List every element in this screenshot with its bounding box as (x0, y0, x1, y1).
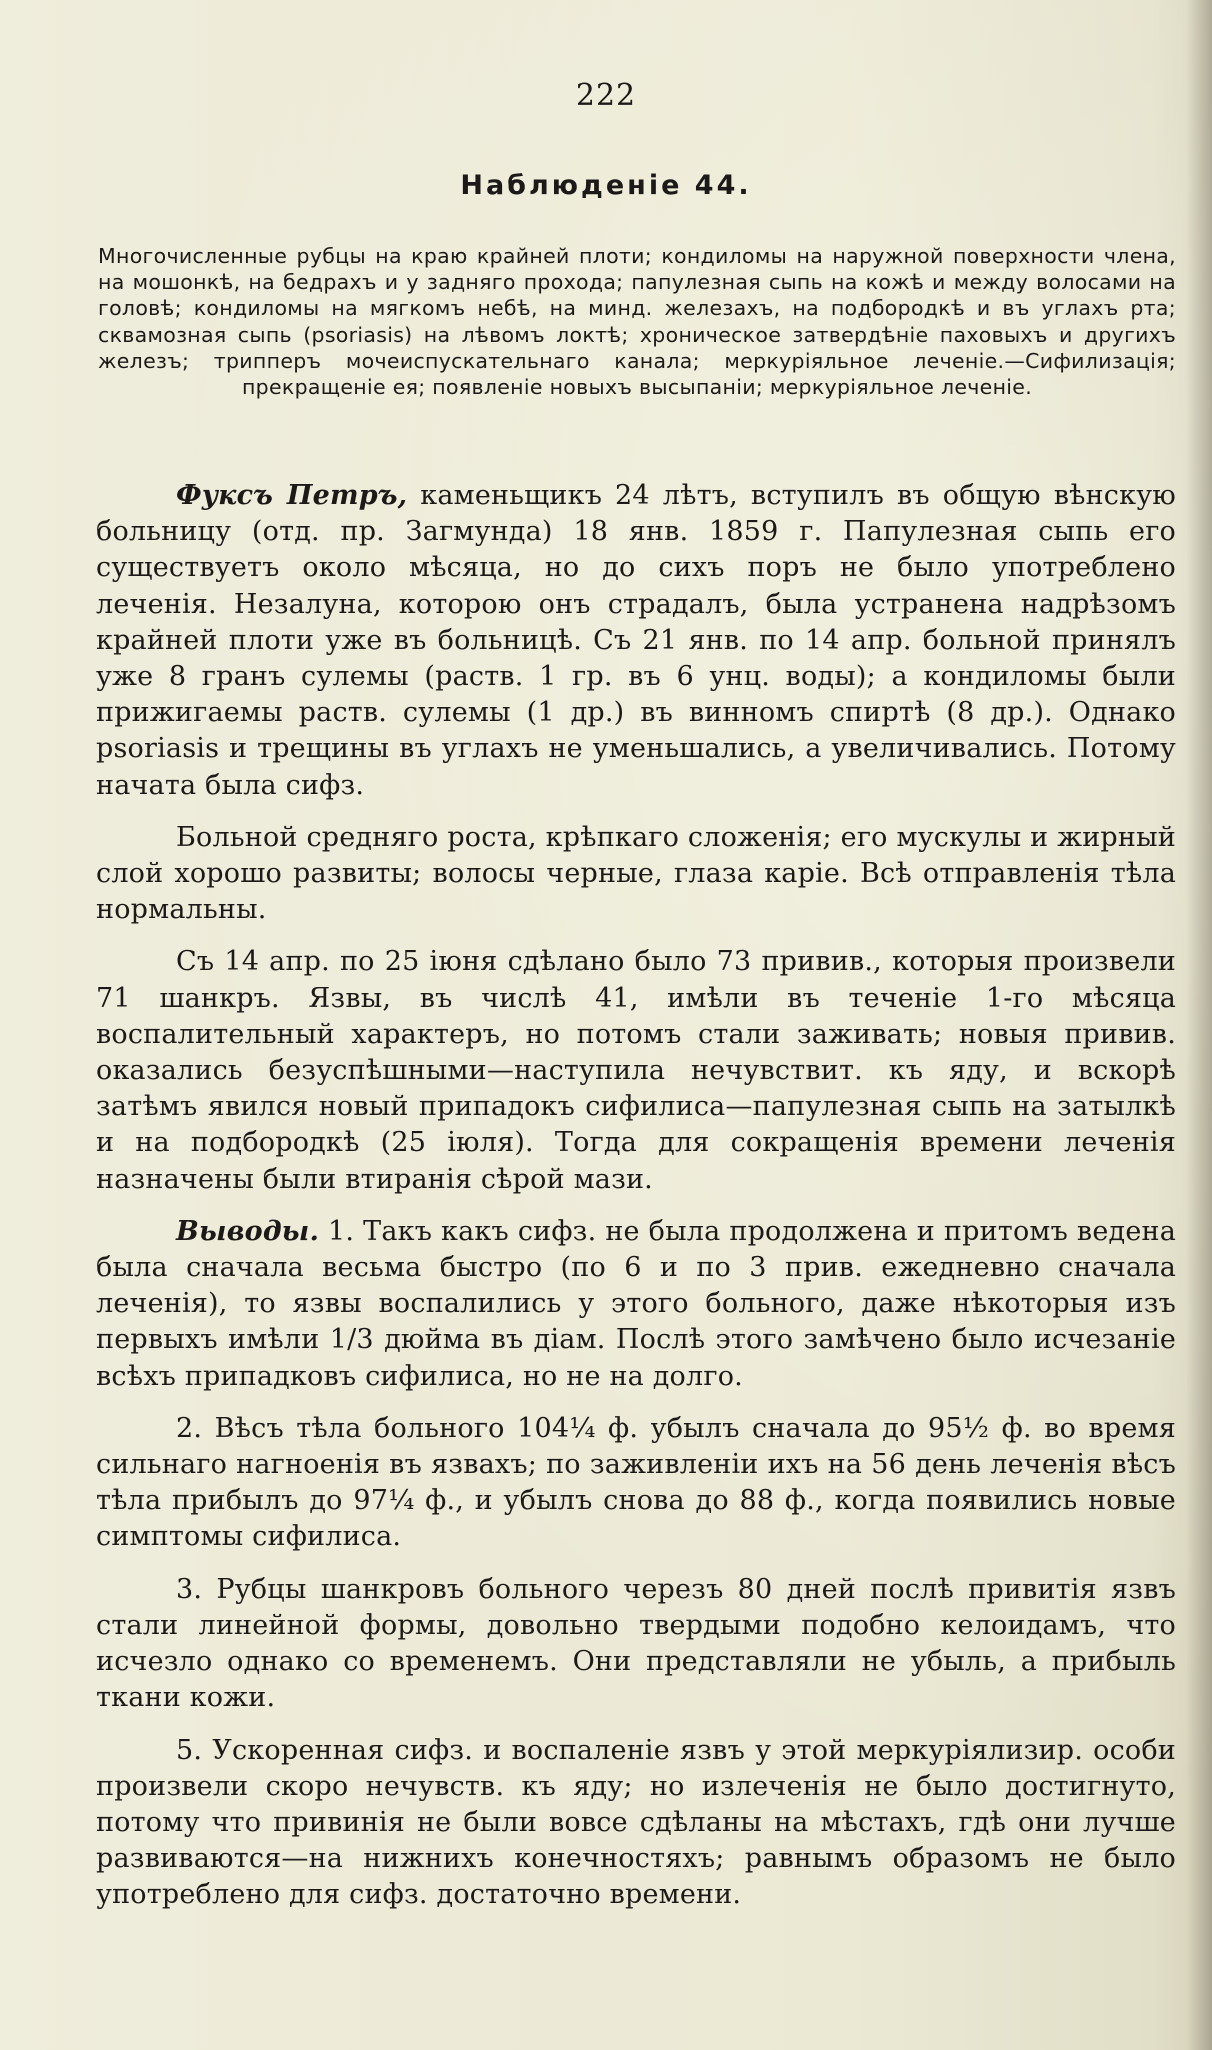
paragraph-text: Больной средняго роста, крѣпкаго сложенiя; его мускулы и жирный слой хорошо развиты; волосы черные, глаза карiе. Всѣ отправленiя тѣла нормальны. (96, 821, 1176, 926)
observation-heading: Наблюденie 44. (460, 170, 752, 201)
paragraph (96, 1214, 1176, 1395)
body-text (96, 478, 1176, 1930)
page-number: 222 (575, 78, 637, 113)
paragraph-lead: Выводы. (176, 1215, 320, 1247)
paragraph-lead: Фуксъ Петръ, (176, 480, 408, 511)
paragraph (96, 820, 1176, 929)
paragraph (96, 1411, 1176, 1556)
paragraph-text: 2. Вѣсъ тѣла больного 104¼ ф. убылъ сначала до 95½ ф. во время сильнаго нагноенiя въ язвахъ; по заживленiи ихъ на 56 день леченiя вѣсъ тѣла прибылъ до 97¼ ф., и убылъ снова до 88 ф., когда появились новые симптомы сифилиса. (96, 1412, 1176, 1553)
paragraph-text: 5. Ускоренная сифз. и воспаленie язвъ у этой меркурiялизир. особи произвели скоро нечувств. къ яду; но излеченiя не было достигнуто, потому что привинiя не были вовсе сдѣланы на мѣстахъ, гдѣ они лучше развиваются—на нижнихъ конечностяхъ; равнымъ образомъ не было употреблено для сифз. достаточно времени. (96, 1734, 1176, 1911)
paragraph (96, 1733, 1176, 1914)
paragraph-text: каменьщикъ 24 лѣтъ, вступилъ въ общую вѣнскую больницу (отд. пр. Загмунда) 18 янв. 1859 г. Папулезная сыпь его существуетъ около мѣсяца, но до сихъ поръ не было употреблено леченiя. Незалуна, которою онъ страдалъ, была устранена надрѣзомъ крайней плоти уже въ больницѣ. Съ 21 янв. по 14 апр. больной принялъ уже 8 гранъ сулемы (раств. 1 гр. въ 6 унц. воды); а кондиломы были прижигаемы раств. сулемы (1 др.) въ винномъ спиртѣ (8 др.). Однако psoriasis и трещины въ углахъ не уменьшались, а увеличивались. Потому начата была сифз. (96, 480, 1176, 801)
observation-summary: Многочисленные рубцы на краю крайней плоти; кондиломы на наружной поверхности члена, на мошонкѣ, на бедрахъ и у задняго прохода; папулезная сыпь на кожѣ и между волосами на головѣ; кондиломы на мягкомъ небѣ, на минд. железахъ, на подбородкѣ и въ углахъ рта; сквамозная сыпь (psoriasis) на лѣвомъ локтѣ; хроническое затвердѣнie паховыхъ и другихъ железъ; трипперъ мочеиспускательнаго канала; меркурiяльное леченie.—Сифилизацiя; прекращенie ея; появленie новыхъ высыпанiи; меркурiяльное леченie. (98, 244, 1176, 400)
page-edge-shadow (1186, 0, 1212, 2050)
paragraph (96, 478, 1176, 804)
paragraph-text: 3. Рубцы шанкровъ больного черезъ 80 дней послѣ привитiя язвъ стали линейной формы, довольно твердыми подобно келоидамъ, что исчезло однако со временемъ. Они представляли не убыль, а прибыль ткани кожи. (96, 1573, 1176, 1714)
paragraph (96, 944, 1176, 1197)
paragraph-text: Съ 14 апр. по 25 iюня сдѣлано было 73 привив., которыя произвели 71 шанкръ. Язвы, въ числѣ 41, имѣли въ теченie 1-го мѣсяца воспалительный характеръ, но потомъ стали заживать; новыя привив. оказались безуспѣшными—наступила нечувствит. къ яду, и вскорѣ затѣмъ явился новый припадокъ сифилиса—папулезная сыпь на затылкѣ и на подбородкѣ (25 iюля). Тогда для сокращенiя времени леченiя назначены были втиранiя сѣрой мази. (96, 946, 1176, 1195)
paragraph (96, 1572, 1176, 1717)
paragraph-text: 1. Такъ какъ сифз. не была продолжена и притомъ ведена была сначала весьма быстро (по 6 и по 3 прив. ежедневно сначала леченiя), то язвы воспалились у этого больного, даже нѣкоторыя изъ первыхъ имѣли 1/3 дюйма въ дiам. Послѣ этого замѣчено было исчезанie всѣхъ припадковъ сифилиса, но не на долго. (96, 1215, 1176, 1392)
